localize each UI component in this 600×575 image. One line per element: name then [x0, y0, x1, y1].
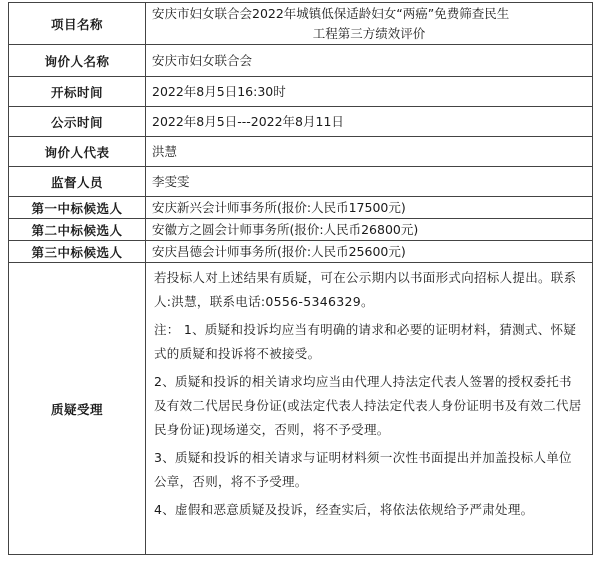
row-publicity-period — [9, 107, 593, 137]
label-supervisor: 监督人员 — [9, 167, 146, 197]
row-project-name — [9, 3, 593, 45]
row-second-candidate — [9, 219, 593, 241]
label-inquirer-representative: 询价人代表 — [9, 137, 146, 167]
row-first-candidate — [9, 197, 593, 219]
row-third-candidate — [9, 241, 593, 263]
bid-result-table — [8, 2, 593, 555]
row-inquirer-representative — [9, 137, 593, 167]
row-bid-opening-time — [9, 77, 593, 107]
objection-paragraph-note-4: 4、虚假和恶意质疑及投诉，经查实后，将依法依规给予严肃处理。 — [154, 502, 534, 517]
value-objection-handling — [146, 263, 593, 555]
project-name-line-2: 工程第三方绩效评价 — [312, 25, 426, 41]
objection-paragraph-note-2: 2、质疑和投诉的相关请求均应当由代理人持法定代表人签署的授权委托书及有效二代居民身份证(或法定代表人持法定代表人身份证明书及有效二代居民身份证)现场递交，否则，将不予受理。 — [154, 374, 582, 437]
value-inquirer-name: 安庆市妇女联合会 — [146, 45, 593, 77]
label-objection-handling: 质疑受理 — [9, 263, 146, 555]
label-first-candidate: 第一中标候选人 — [9, 197, 146, 219]
row-supervisor — [9, 167, 593, 197]
objection-paragraph-note-3: 3、质疑和投诉的相关请求与证明材料须一次性书面提出并加盖投标人单位公章，否则，将不予受理。 — [154, 450, 572, 489]
value-supervisor: 李雯雯 — [146, 167, 593, 197]
value-first-candidate: 安庆新兴会计师事务所(报价:人民币17500元) — [146, 197, 593, 219]
row-objection-handling — [9, 263, 593, 555]
value-second-candidate: 安徽方之圆会计师事务所(报价:人民币26800元) — [146, 219, 593, 241]
project-name-line-1: 安庆市妇女联合会2022年城镇低保适龄妇女“两癌”免费筛查民生 — [152, 5, 510, 21]
label-bid-opening-time: 开标时间 — [9, 77, 146, 107]
label-second-candidate: 第二中标候选人 — [9, 219, 146, 241]
value-inquirer-representative: 洪慧 — [146, 137, 593, 167]
label-third-candidate: 第三中标候选人 — [9, 241, 146, 263]
value-publicity-period: 2022年8月5日---2022年8月11日 — [146, 107, 593, 137]
objection-paragraph-note-1: 注： 1、质疑和投诉均应当有明确的请求和必要的证明材料，猜测式、怀疑式的质疑和投诉将不被接受。 — [154, 322, 577, 361]
label-publicity-period: 公示时间 — [9, 107, 146, 137]
objection-paragraph-intro: 若投标人对上述结果有质疑，可在公示期内以书面形式向招标人提出。联系人:洪慧，联系电话:0556-5346329。 — [154, 270, 577, 309]
value-third-candidate: 安庆昌德会计师事务所(报价:人民币25600元) — [146, 241, 593, 263]
label-inquirer-name: 询价人名称 — [9, 45, 146, 77]
value-project-name — [146, 3, 593, 45]
value-bid-opening-time: 2022年8月5日16:30时 — [146, 77, 593, 107]
label-project-name: 项目名称 — [9, 3, 146, 45]
row-inquirer-name — [9, 45, 593, 77]
